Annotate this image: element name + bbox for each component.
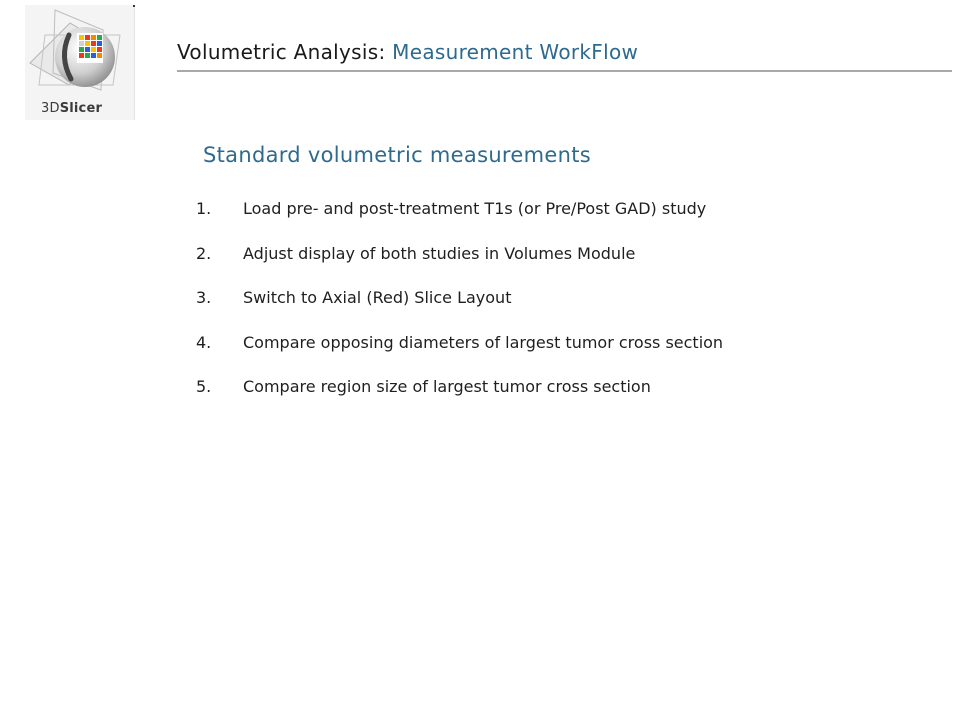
- logo-corner-mark: [133, 5, 135, 7]
- slicer-logo: [25, 5, 135, 120]
- list-item: [196, 333, 723, 355]
- logo-text-main: Slicer: [59, 101, 103, 116]
- step-number: 4.: [196, 332, 212, 352]
- step-text: Compare region size of largest tumor cross section: [243, 377, 651, 396]
- step-text: Switch to Axial (Red) Slice Layout: [243, 288, 512, 307]
- step-text: Adjust display of both studies in Volumes Module: [243, 243, 636, 263]
- step-number: 3.: [196, 288, 212, 307]
- page-title: [177, 40, 638, 64]
- section-heading: Standard volumetric measurements: [203, 143, 591, 167]
- page-title-main: Volumetric Analysis:: [177, 40, 393, 64]
- step-number: 2.: [196, 243, 212, 263]
- title-divider: [177, 70, 952, 72]
- list-item: [196, 244, 723, 266]
- step-text: Compare opposing diameters of largest tumor cross section: [243, 332, 724, 352]
- step-text: Load pre- and post-treatment T1s (or Pre/Post GAD) study: [243, 199, 707, 218]
- list-item: [196, 288, 723, 310]
- list-item: [196, 377, 723, 399]
- steps-list: [196, 199, 723, 422]
- step-number: 5.: [196, 377, 212, 396]
- step-number: 1.: [196, 199, 212, 218]
- page-title-accent: Measurement WorkFlow: [392, 40, 639, 64]
- list-item: [196, 199, 723, 221]
- logo-text-prefix: 3D: [41, 101, 60, 116]
- slicer-logo-icon: [25, 5, 134, 105]
- logo-wordmark: [41, 101, 102, 116]
